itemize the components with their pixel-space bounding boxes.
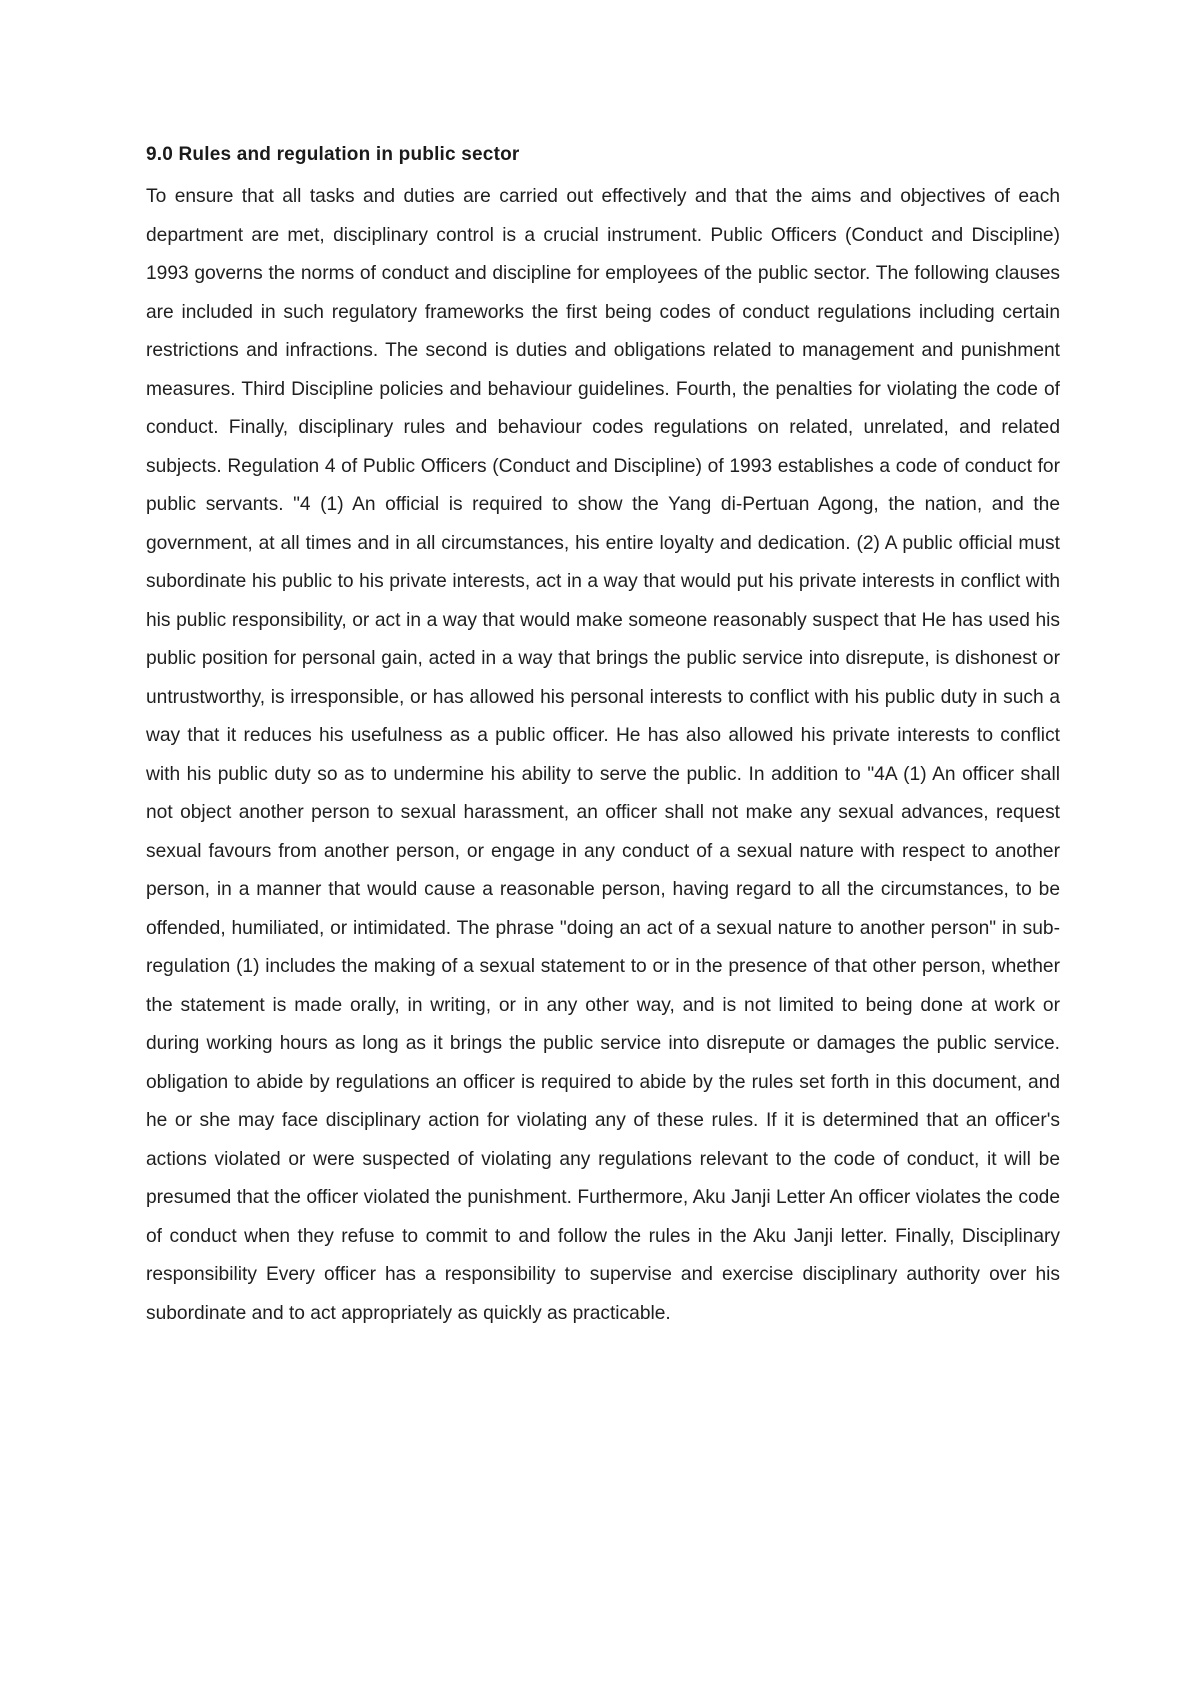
section-heading: 9.0 Rules and regulation in public sector [146,144,520,165]
section-body-paragraph: To ensure that all tasks and duties are carried out effectively and that the aims and objectives of each department are met, disciplinary control is a crucial instrument. Public Officers (Conduct and Discipline) 1993 governs the norms of conduct and discipline for employees of the public sector. The following clauses are included in such regulatory frameworks the first being codes of conduct regulations including certain restrictions and infractions. The second is duties and obligations related to management and punishment measures. Third Discipline policies and behaviour guidelines. Fourth, the penalties for violating the code of conduct. Finally, disciplinary rules and behaviour codes regulations on related, unrelated, and related subjects. Regulation 4 of Public Officers (Conduct and Discipline) of 1993 establishes a code of conduct for public servants. "4 (1) An official is required to show the Yang di-Pertuan Agong, the nation, and the government, at all times and in all circumstances, his entire loyalty and dedication. (2) A public official must subordinate his public to his private interests, act in a way that would put his private interests in conflict with his public responsibility, or act in a way that would make someone reasonably suspect that He has used his public position for personal gain, acted in a way that brings the public service into disrepute, is dishonest or untrustworthy, is irresponsible, or has allowed his personal interests to conflict with his public duty in such a way that it reduces his usefulness as a public officer. He has also allowed his private interests to conflict with his public duty so as to undermine his ability to serve the public. In addition to "4A (1) An officer shall not object another person to sexual harassment, an officer shall not make any sexual advances, request sexual favours from another person, or engage in any conduct of a sexual nature with respect to another person, in a manner that would cause a reasonable person, having regard to all the circumstances, to be offended, humiliated, or intimidated. The phrase "doing an act of a sexual nature to another person" in sub-regulation (1) includes the making of a sexual statement to or in the presence of that other person, whether the statement is made orally, in writing, or in any other way, and is not limited to being done at work or during working hours as long as it brings the public service into disrepute or damages the public service. obligation to abide by regulations an officer is required to abide by the rules set forth in this document, and he or she may face disciplinary action for violating any of these rules. If it is determined that an officer's actions violated or were suspected of violating any regulations relevant to the code of conduct, it will be presumed that the officer violated the punishment. Furthermore, Aku Janji Letter An officer violates the code of conduct when they refuse to commit to and follow the rules in the Aku Janji letter. Finally, Disciplinary responsibility Every officer has a responsibility to supervise and exercise disciplinary authority over his subordinate and to act appropriately as quickly as practicable. [146,186,1060,1324]
document-content [146,142,1060,1333]
